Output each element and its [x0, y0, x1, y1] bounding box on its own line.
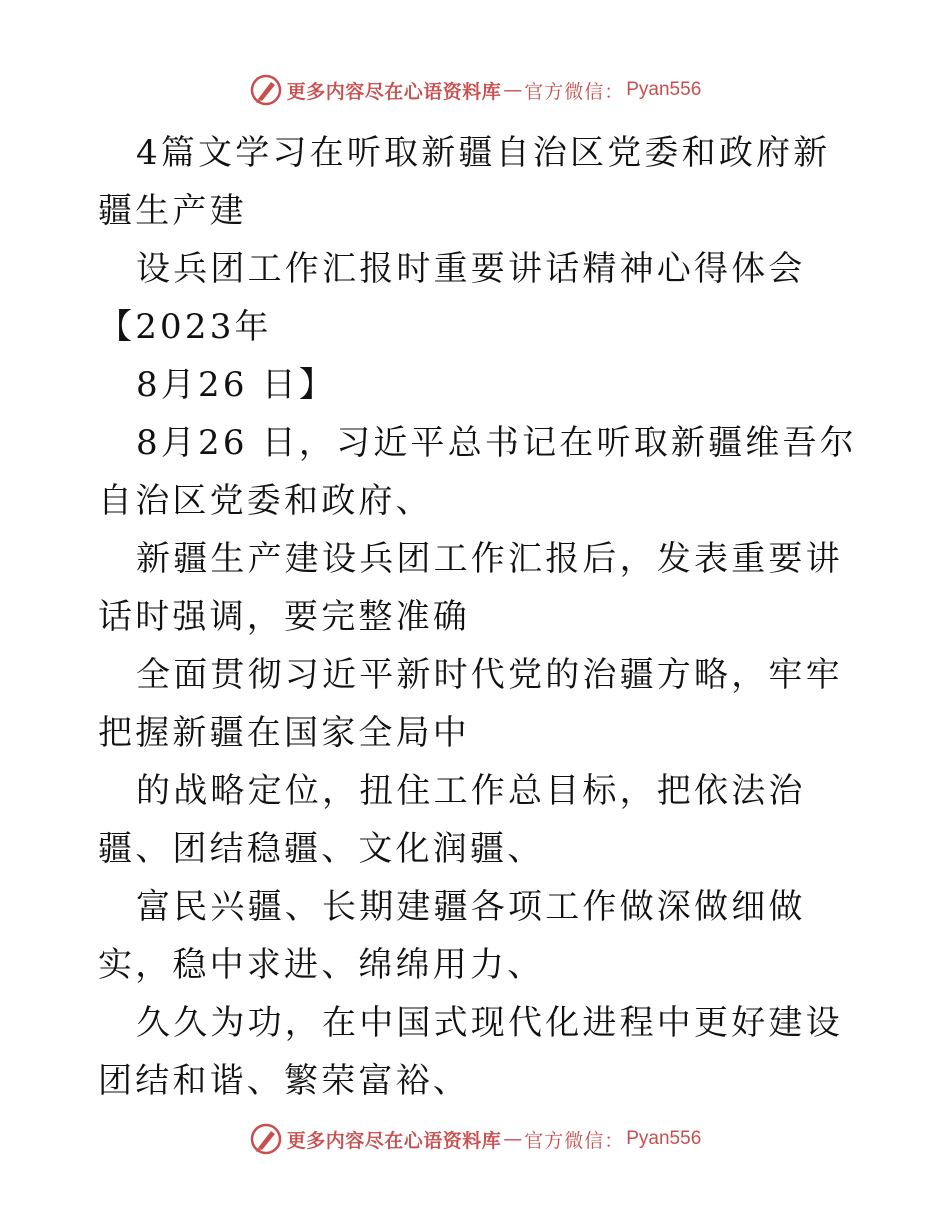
watermark-wechat-id: Pyan556 — [626, 79, 702, 100]
watermark-footer — [0, 1121, 950, 1157]
pen-logo-icon — [249, 73, 283, 107]
watermark-dash: — — [503, 79, 523, 101]
watermark-wechat-id: Pyan556 — [626, 1128, 702, 1149]
watermark-wechat-label: 官方微信： — [524, 1129, 625, 1152]
document-paragraph-line: 久久为功，在中国式现代化进程中更好建设团结和谐、繁荣富裕、 — [98, 1003, 843, 1101]
document-body — [98, 124, 858, 1110]
document-title-line-2: 设兵团工作汇报时重要讲话精神心得体会【2023年 — [98, 249, 806, 347]
watermark-dash: — — [503, 1128, 523, 1150]
watermark-wechat-label: 官方微信： — [524, 80, 625, 103]
document-paragraph-line: 8月26 日，习近平总书记在听取新疆维吾尔自治区党委和政府、 — [98, 423, 857, 521]
document-title-line-3: 8月26 日】 — [136, 365, 337, 405]
document-paragraph-line: 全面贯彻习近平新时代党的治疆方略，牢牢把握新疆在国家全局中 — [98, 655, 843, 753]
watermark-site-text: 更多内容尽在心语资料库 — [286, 80, 502, 103]
watermark-site-text: 更多内容尽在心语资料库 — [286, 1129, 502, 1152]
watermark-header — [0, 72, 950, 108]
document-paragraph-line: 新疆生产建设兵团工作汇报后，发表重要讲话时强调，要完整准确 — [98, 539, 843, 637]
document-paragraph-line: 富民兴疆、长期建疆各项工作做深做细做实，稳中求进、绵绵用力、 — [98, 887, 806, 985]
pen-logo-icon — [249, 1122, 283, 1156]
document-paragraph-line: 的战略定位，扭住工作总目标，把依法治疆、团结稳疆、文化润疆、 — [98, 771, 806, 869]
document-title-line-1: 4篇文学习在听取新疆自治区党委和政府新疆生产建 — [98, 133, 831, 231]
